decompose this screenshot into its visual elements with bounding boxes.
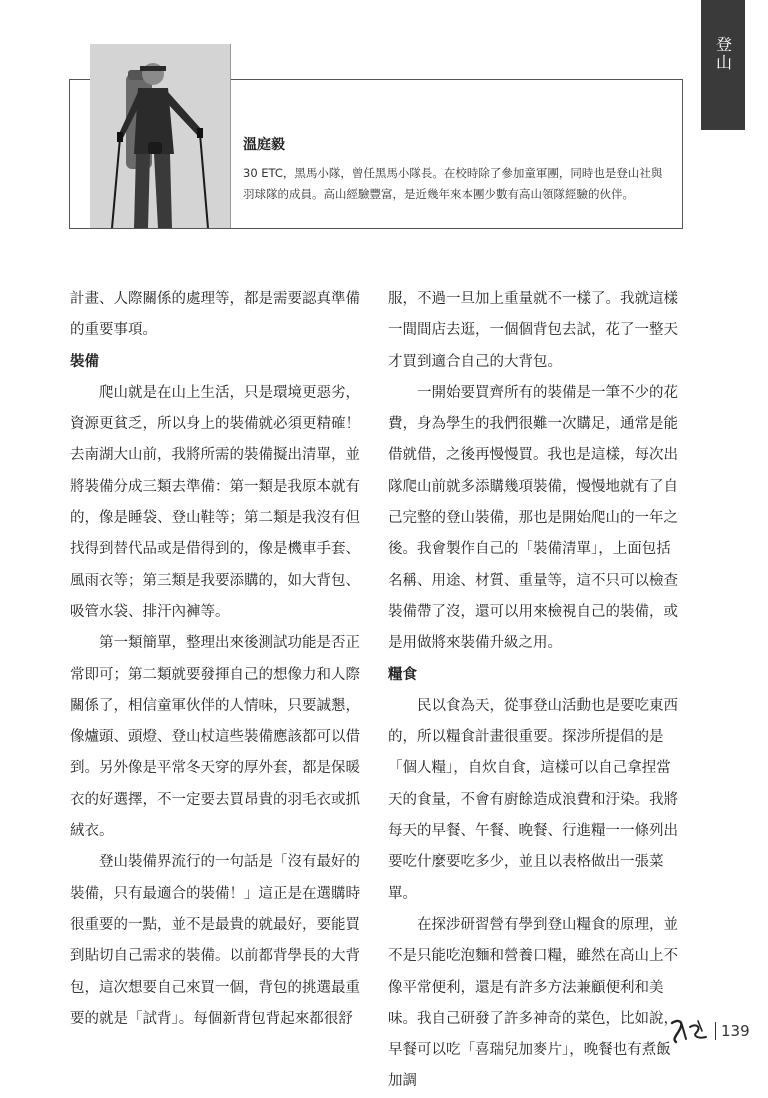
paragraph: 登山裝備界流行的一句話是「沒有最好的裝備，只有最適合的裝備！」這正是在選購時很重要的一點，並不是最貴的就最好，要能買到貼切自己需求的裝備。以前都背學長的大背包，這次想要自己來買一個，背包的挑選最重要的就是「試背」。每個新背包背起來都很舒 [70,854,360,1027]
paragraph: 服，不過一旦加上重量就不一樣了。我就這樣一間間店去逛，一個個背包去試，花了一整天才買到適合自己的大背包。 [388,291,678,370]
paragraph: 在探涉研習營有學到登山糧食的原理，並不是只能吃泡麵和營養口糧，雖然在高山上不像平常便利，還是有許多方法兼顧便利和美味。我自己研發了許多神奇的菜色，比如說，早餐可以吃「喜瑞兒加麥片」，晚餐也有煮飯加調 [388,916,678,1090]
author-photo [90,44,231,228]
page-footer [668,1017,750,1045]
paragraph: 計畫、人際關係的處理等，都是需要認真準備的重要事項。 [70,291,360,339]
section-heading-equipment: 裝備 [70,353,99,370]
paragraph: 民以食為天，從事登山活動也是要吃東西的，所以糧食計畫很重要。探涉所提倡的是「個人糧」，自炊自食，這樣可以自己拿捏當天的食量，不會有廚餘造成浪費和汙染。我將每天的早餐、午餐、晚餐、行進糧一一條列出要吃什麼要吃多少，並且以表格做出一張菜單。 [388,697,678,902]
author-name: 溫庭毅 [243,137,285,153]
hiker-illustration-icon [90,44,230,228]
paragraph: 一開始要買齊所有的裝備是一筆不少的花費，身為學生的我們很難一次購足，通常是能借就借，之後再慢慢買。我也是這樣，每次出隊爬山前就多添購幾項裝備，慢慢地就有了自己完整的登山裝備，那也是開始爬山的一年之後。我會製作自己的「裝備清單」，上面包括名稱、用途、材質、重量等，這不只可以檢查裝備帶了沒，還可以用來檢視自己的裝備，或是用做將來裝備升級之用。 [388,384,678,652]
article-column-right [388,284,684,1098]
section-tab-label: 登山 [713,36,733,72]
footer-divider [715,1022,716,1040]
author-bio: 30 ETC，黑馬小隊，曾任黑馬小隊長。在校時除了參加童軍團，同時也是登山社與羽球隊的成員。高山經驗豐富，是近幾年來本團少數有高山領隊經驗的伙伴。 [243,166,663,201]
calligraphy-logo-icon [668,1017,710,1045]
paragraph: 第一類簡單，整理出來後測試功能是否正常即可；第二類就要發揮自己的想像力和人際關係了，相信童軍伙伴的人情味，只要誠懇，像爐頭、頭燈、登山杖這些裝備應該都可以借到。另外像是平常冬天穿的厚外套，都是保暖衣的好選擇，不一定要去買昂貴的羽毛衣或抓絨衣。 [70,635,360,840]
section-tab [701,0,745,130]
page-number: 139 [721,1022,750,1040]
section-heading-food: 糧食 [388,666,417,683]
article-column-left [70,284,366,1035]
paragraph: 爬山就是在山上生活，只是環境更惡劣，資源更貧乏，所以身上的裝備就必須更精確！去南湖大山前，我將所需的裝備擬出清單，並將裝備分成三類去準備：第一類是我原本就有的，像是睡袋、登山鞋等；第二類是我沒有但找得到替代品或是借得到的，像是機車手套、風雨衣等；第三類是我要添購的，如大背包、吸管水袋、排汗內褲等。 [70,384,360,620]
